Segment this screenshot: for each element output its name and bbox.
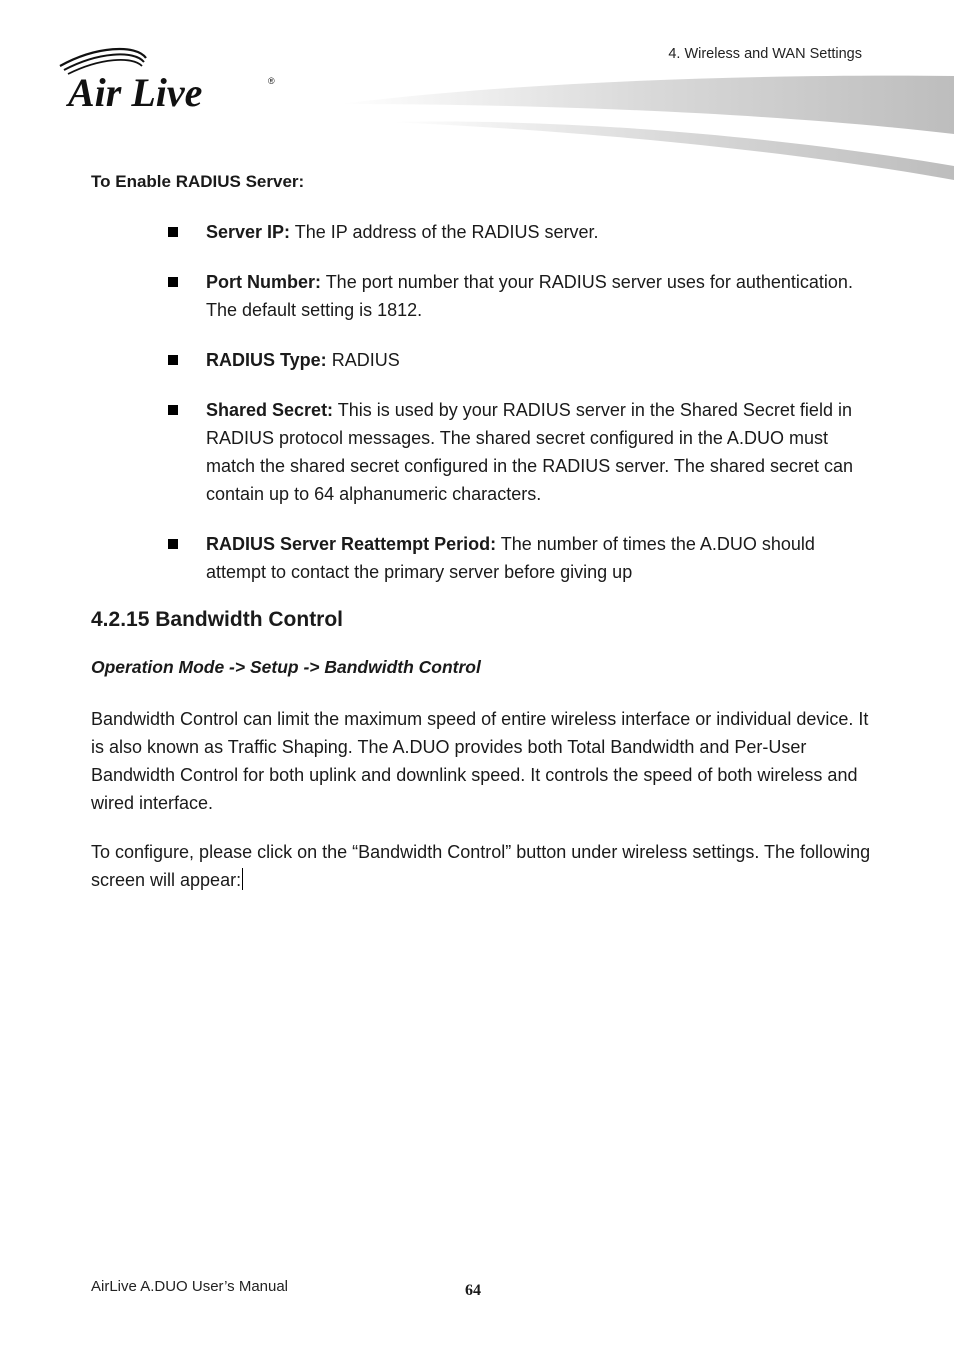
airlive-logo xyxy=(56,44,286,116)
term-label: Server IP: xyxy=(206,222,291,242)
square-bullet-icon xyxy=(168,355,178,365)
navigation-path: Operation Mode -> Setup -> Bandwidth Control xyxy=(91,657,481,677)
term-description: The port number that your RADIUS server uses for authentication. The default setting is 1812. xyxy=(206,272,853,320)
section-heading: 4.2.15 Bandwidth Control xyxy=(91,608,344,631)
list-item-reattempt-period xyxy=(168,530,868,586)
list-item-radius-type xyxy=(168,346,868,374)
term-description: The number of times the A.DUO should attempt to contact the primary server before giving up xyxy=(206,534,815,582)
text-cursor xyxy=(242,868,243,890)
term-description: RADIUS xyxy=(326,350,400,370)
square-bullet-icon xyxy=(168,227,178,237)
square-bullet-icon xyxy=(168,277,178,287)
radius-subheading: To Enable RADIUS Server: xyxy=(91,172,305,191)
term-description: The IP address of the RADIUS server. xyxy=(290,222,599,242)
body-paragraph: Bandwidth Control can limit the maximum speed of entire wireless interface or individual device. It is also known as Traffic Shaping. The A.DUO provides both Total Bandwidth and Per-User Bandwidth Control for both uplink and downlink speed. It controls the speed of both wireless and wired interface. xyxy=(91,709,869,813)
list-item-port-number xyxy=(168,268,868,324)
square-bullet-icon xyxy=(168,405,178,415)
term-description: This is used by your RADIUS server in the Shared Secret field in RADIUS protocol messages. The shared secret configured in the A.DUO must match the shared secret configured in the RADIUS server. The shared secret can contain up to 64 alphanumeric characters. xyxy=(206,400,853,504)
term-label: RADIUS Server Reattempt Period: xyxy=(206,534,497,554)
list-item-shared-secret xyxy=(168,396,868,508)
list-item-server-ip xyxy=(168,218,868,246)
logo-wordmark: Air Live xyxy=(68,70,203,115)
paragraph-text: To configure, please click on the “Bandwidth Control” button under wireless settings. The following screen will appear: xyxy=(91,842,871,890)
running-header-title: 4. Wireless and WAN Settings xyxy=(668,46,862,62)
footer-manual-title: AirLive A.DUO User’s Manual xyxy=(91,1278,289,1295)
term-label: RADIUS Type: xyxy=(206,350,327,370)
radius-settings-list xyxy=(168,218,868,608)
logo-registered-mark: ® xyxy=(268,76,275,86)
square-bullet-icon xyxy=(168,539,178,549)
term-label: Port Number: xyxy=(206,272,322,292)
page-number: 64 xyxy=(465,1282,481,1299)
term-label: Shared Secret: xyxy=(206,400,334,420)
header-swoosh-graphic xyxy=(330,70,954,190)
body-paragraph xyxy=(91,838,871,894)
